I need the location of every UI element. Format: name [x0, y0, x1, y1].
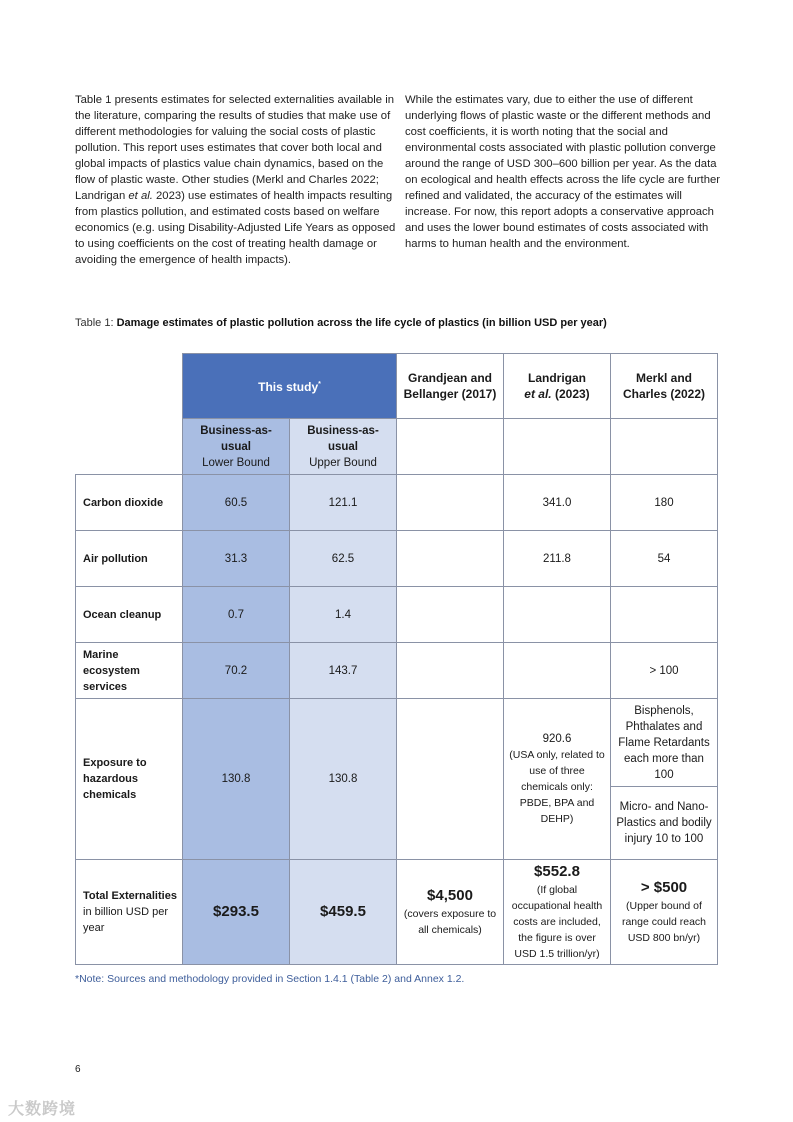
cell-upper: 62.5 [290, 531, 397, 587]
table-footnote: *Note: Sources and methodology provided in Section 1.4.1 (Table 2) and Annex 1.2. [75, 973, 465, 985]
empty-corner [76, 354, 183, 419]
cell-lower: $293.5 [183, 860, 290, 965]
text: 2023) use estimates of health impacts resulting from plastics pollution, and estimated costs based on welfare economics (e.g. using Disability-Adjusted Life Years as opposed to using coefficients on the cost of treating health damage or avoiding the emergence of health impacts). [75, 190, 396, 266]
cell-upper: 143.7 [290, 643, 397, 699]
text: Business-as-usual [307, 424, 379, 453]
merkl-header: Merkl and Charles (2022) [611, 354, 718, 419]
upper-bound-header [290, 419, 397, 475]
cell-landrigan [504, 587, 611, 643]
table-row-total [76, 860, 718, 965]
text: Table 1 presents estimates for selected externalities available in the literature, comparing the results of studies that make use of different methodologies for valuing the social costs of plastic pollution. This report uses estimates that cover both local and global impacts of plastics value chain dynamics, based on the flow of plastic waste. Other studies (Merkl and Charles 2022; Landrigan [75, 94, 394, 202]
text-italic: et al. [128, 190, 153, 202]
cell-grandjean [397, 860, 504, 965]
text: This study [258, 380, 319, 394]
caption-title: Damage estimates of plastic pollution across the life cycle of plastics (in billion USD per year) [116, 317, 607, 329]
text: Lower Bound [202, 456, 270, 469]
table-row [76, 531, 718, 587]
note: (Upper bound of range could reach USD 800 bn/yr) [621, 900, 707, 944]
value: $4,500 [427, 887, 473, 904]
cell-upper: 130.8 [290, 699, 397, 860]
text: Business-as-usual [200, 424, 272, 453]
row-label: Ocean cleanup [76, 587, 183, 643]
row-label: Marine ecosystem services [76, 643, 183, 699]
cell-landrigan [504, 699, 611, 860]
grandjean-header: Grandjean and Bellanger (2017) [397, 354, 504, 419]
value: > $500 [640, 879, 688, 896]
table-caption [75, 317, 607, 329]
damage-estimates-table [75, 353, 718, 965]
row-label [76, 860, 183, 965]
cell-upper: 121.1 [290, 475, 397, 531]
cell-landrigan [504, 643, 611, 699]
table-row [76, 643, 718, 699]
cell-grandjean [397, 587, 504, 643]
lower-bound-header [183, 419, 290, 475]
row-label: Air pollution [76, 531, 183, 587]
text-italic: et al. [524, 387, 552, 401]
empty-cell [397, 419, 504, 475]
cell-merkl [611, 587, 718, 643]
table-row [76, 475, 718, 531]
cell-merkl: 180 [611, 475, 718, 531]
landrigan-header [504, 354, 611, 419]
cell-merkl [611, 860, 718, 965]
cell-merkl: 54 [611, 531, 718, 587]
note: (covers exposure to all chemicals) [403, 908, 497, 936]
row-label: Exposure to hazardous chemicals [76, 699, 183, 860]
text: in billion USD per year [83, 906, 168, 934]
cell-lower: 0.7 [183, 587, 290, 643]
table-row [76, 587, 718, 643]
cell-grandjean [397, 643, 504, 699]
cell-grandjean [397, 699, 504, 860]
cell-merkl-chemicals: Bisphenols, Phthalates and Flame Retardants each more than 100 [611, 699, 718, 787]
value: $552.8 [534, 863, 580, 880]
empty-cell [76, 419, 183, 475]
text: (2023) [551, 387, 590, 401]
cell-upper: 1.4 [290, 587, 397, 643]
cell-merkl: > 100 [611, 643, 718, 699]
this-study-header [183, 354, 397, 419]
cell-lower: 31.3 [183, 531, 290, 587]
note: (If global occupational health costs are included, the figure is over USD 1.5 trillion/yr) [511, 884, 603, 960]
caption-prefix: Table 1: [75, 317, 117, 329]
table-row-exposure [76, 699, 718, 787]
intro-paragraph-left [75, 92, 397, 268]
note: (USA only, related to use of three chemicals only: PBDE, BPA and DEHP) [509, 749, 605, 825]
cell-grandjean [397, 531, 504, 587]
cell-upper: $459.5 [290, 860, 397, 965]
empty-cell [504, 419, 611, 475]
value: 920.6 [542, 733, 572, 745]
text: Landrigan [527, 371, 586, 385]
cell-landrigan [504, 860, 611, 965]
cell-lower: 70.2 [183, 643, 290, 699]
footnote-mark: * [318, 381, 321, 388]
intro-paragraph-right: While the estimates vary, due to either the use of different underlying flows of plastic waste or the different methods and cost coefficients, it is worth noting that the social and environmental costs associated with plastic pollution converge around the range of USD 300–600 billion per year. As the data on ecological and health effects across the life cycle are further refined and validated, the accuracy of the estimates will increase. For now, this report adopts a conservative approach and uses the lower bound estimates of costs associated with harms to human health and the environment. [405, 94, 721, 250]
cell-merkl-microplastics: Micro- and Nano-Plastics and bodily injury 10 to 100 [611, 787, 718, 860]
empty-cell [611, 419, 718, 475]
text: Total Externalities [83, 890, 177, 902]
cell-lower: 60.5 [183, 475, 290, 531]
cell-landrigan: 341.0 [504, 475, 611, 531]
text: Upper Bound [309, 456, 377, 469]
row-label: Carbon dioxide [76, 475, 183, 531]
cell-landrigan: 211.8 [504, 531, 611, 587]
cell-grandjean [397, 475, 504, 531]
watermark: 大数跨境 [8, 1101, 77, 1118]
page-number: 6 [75, 1064, 81, 1075]
cell-lower: 130.8 [183, 699, 290, 860]
